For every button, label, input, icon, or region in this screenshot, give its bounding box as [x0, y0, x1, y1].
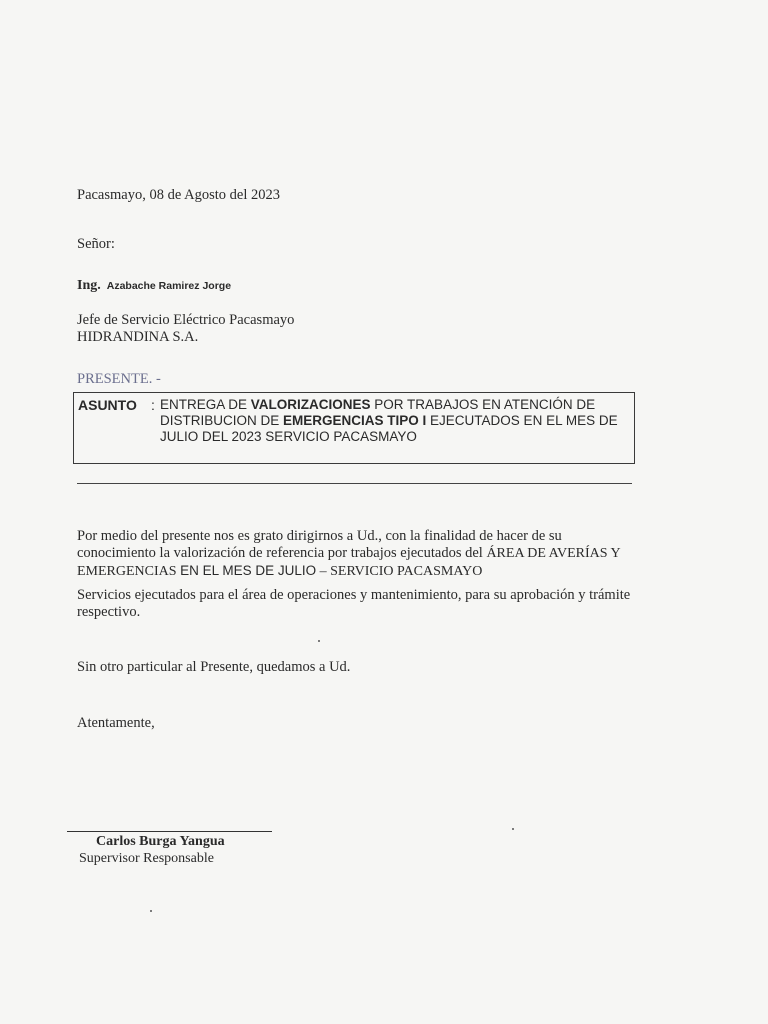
asunto-label: ASUNTO	[78, 397, 137, 413]
separator-line	[77, 483, 632, 484]
asunto-text-emergencias: EMERGENCIAS TIPO I	[283, 413, 427, 428]
recipient-title: Ing.	[77, 278, 101, 293]
scan-speck	[512, 828, 514, 830]
body-text-1: Por medio del presente nos es grato dirigirnos a Ud., con la finalidad de hacer de su conocimiento la valorización de referencia por trabajos ejecutados del	[77, 528, 562, 561]
body-text-service: – SERVICIO PACASMAYO	[316, 564, 483, 579]
signature-line	[67, 831, 272, 832]
scan-speck	[318, 640, 320, 642]
recipient-role-line1: Jefe de Servicio Eléctrico Pacasmayo	[77, 312, 295, 328]
signer-name: Carlos Burga Yangua	[96, 834, 225, 849]
recipient-company: HIDRANDINA S.A.	[77, 329, 199, 345]
farewell: Atentamente,	[77, 715, 155, 731]
letter-date: Pacasmayo, 08 de Agosto del 2023	[77, 187, 280, 203]
services-paragraph: Servicios ejecutados para el área de operaciones y mantenimiento, para su aprobación y trámite respectivo.	[77, 587, 631, 620]
asunto-text-seg3: POR TRABAJOS EN ATENCIÓN DE DISTRIBUCION DE	[160, 397, 596, 428]
closing-line: Sin otro particular al Presente, quedamos a Ud.	[77, 659, 351, 675]
recipient-name: Azabache Ramirez Jorge	[106, 280, 232, 292]
salutation: Señor:	[77, 236, 115, 252]
recipient	[77, 278, 231, 294]
body-text-area: ÁREA DE AVERÍAS Y EMERGENCIAS	[77, 546, 621, 579]
body-paragraph	[77, 528, 637, 580]
body-text-month: EN EL MES DE JULIO	[180, 563, 317, 578]
asunto-box	[73, 392, 635, 464]
recipient-role	[77, 312, 294, 346]
asunto-text-seg1: ENTREGA DE	[160, 397, 251, 412]
asunto-text-seg5: EJECUTADOS EN EL MES DE JULIO DEL 2023 SERVICIO PACASMAYO	[160, 413, 618, 444]
asunto-text-valorizaciones: VALORIZACIONES	[250, 397, 371, 412]
presente-label: PRESENTE. -	[77, 371, 161, 387]
signer-title: Supervisor Responsable	[79, 851, 214, 866]
asunto-text	[160, 397, 630, 445]
asunto-colon: :	[151, 397, 155, 413]
scan-speck	[150, 910, 152, 912]
